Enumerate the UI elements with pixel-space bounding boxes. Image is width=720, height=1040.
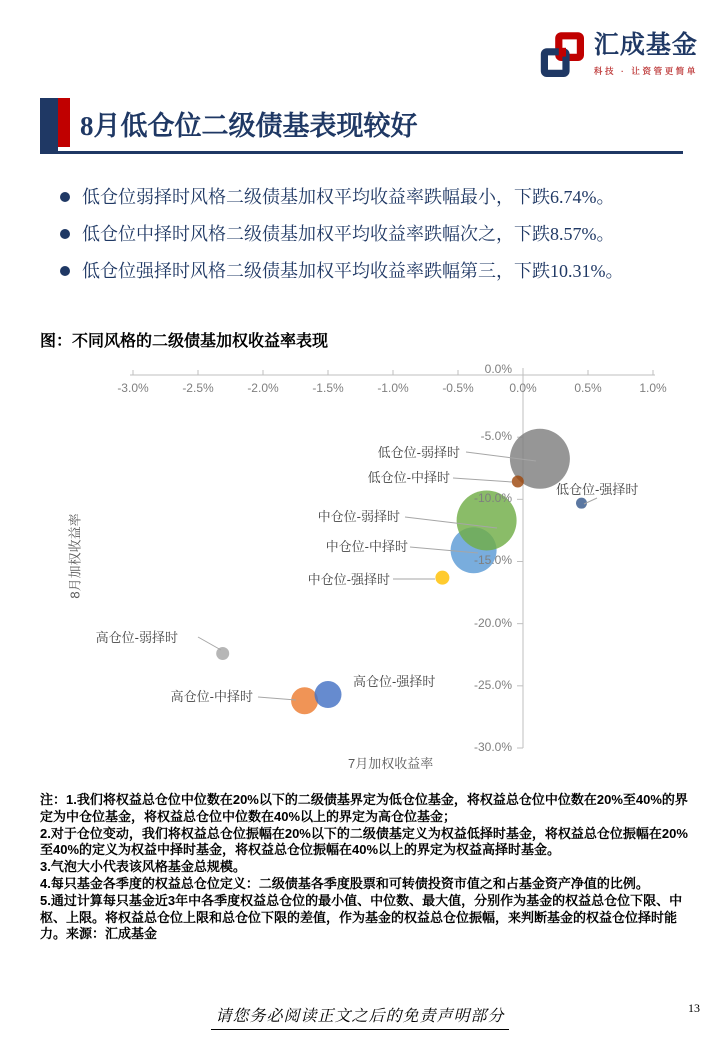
x-axis-tick-label: -1.5% (312, 381, 344, 395)
summary-bullets (58, 185, 678, 296)
title-navy-accent (40, 98, 58, 154)
x-axis-tick-label: -3.0% (117, 381, 149, 395)
bubble-label: 中仓位-中择时 (325, 539, 408, 554)
bullet-dot-icon (60, 229, 70, 239)
bullet-text: 低仓位强择时风格二级债基加权平均收益率跌幅第三，下跌10.31%。 (82, 261, 624, 281)
bullet-dot-icon (60, 266, 70, 276)
chart-bubble (291, 687, 318, 714)
page-number: 13 (688, 1001, 700, 1015)
footnote-line: 5.通过计算每只基金近3年中各季度权益总仓位的最小值、中位数、最大值，分别作为基金的权益总仓位下限、中枢、上限。将权益总仓位上限和总仓位下限的差值，作为基金的权益总仓位振幅，来判断基金的权益仓位择时能力。来源：汇成基金 (40, 892, 683, 942)
x-axis-tick-label: -2.0% (247, 381, 279, 395)
bubble-chart (0, 355, 720, 775)
footnote-line: 注：1.我们将权益总仓位中位数在20%以下的二级债基界定为低仓位基金，将权益总仓位中位数在20%至40%的界定为中仓位基金，将权益总仓位中位数在40%以上的界定为高仓位基金； (40, 792, 688, 824)
y-axis-tick-label: -30.0% (473, 739, 512, 754)
y-axis-tick-label: -25.0% (473, 677, 512, 692)
bubble-label: 中仓位-强择时 (307, 572, 390, 587)
title-underline-rule (58, 151, 683, 154)
bubble-label: 低仓位-中择时 (367, 470, 450, 485)
bullet-item (58, 185, 678, 209)
company-logo (538, 30, 698, 80)
x-axis-tick-label: -0.5% (442, 381, 474, 395)
bubble-label: 中仓位-弱择时 (317, 509, 400, 524)
y-axis-tick-label: 0.0% (484, 362, 512, 376)
logo-name: 汇成基金 (593, 31, 698, 59)
bubble-label: 低仓位-强择时 (556, 482, 639, 497)
bullet-text: 低仓位弱择时风格二级债基加权平均收益率跌幅最小，下跌6.74%。 (82, 187, 615, 207)
bubble-label: 高仓位-强择时 (353, 674, 436, 689)
footer-disclaimer (0, 1003, 720, 1030)
bullet-text: 低仓位中择时风格二级债基加权平均收益率跌幅次之，下跌8.57%。 (82, 224, 615, 244)
x-axis-tick-label: 1.0% (639, 381, 667, 395)
bullet-dot-icon (60, 192, 70, 202)
y-axis-tick-label: -5.0% (480, 429, 512, 444)
footnote-line: 3.气泡大小代表该风格基金总规模。 (40, 859, 246, 875)
logo-chain-icon (538, 30, 586, 80)
footnote-line: 4.每只基金各季度的权益总仓位定义：二级债基各季度股票和可转债投资市值之和占基金资产净值的比例。 (40, 875, 649, 891)
logo-text-block (594, 30, 698, 77)
bubble-label: 高仓位-中择时 (170, 689, 253, 704)
y-axis-tick-label: -15.0% (473, 553, 512, 568)
bubble-label: 低仓位-弱择时 (377, 445, 460, 460)
x-axis-tick-label: -1.0% (377, 381, 409, 395)
chart-caption: 图：不同风格的二级债基加权收益率表现 (40, 333, 329, 350)
y-axis-title: 8月加权收益率 (67, 513, 83, 599)
x-axis-tick-label: -2.5% (182, 381, 214, 395)
disclaimer-text: 请您务必阅读正文之后的免责声明部分 (211, 1003, 508, 1030)
chart-bubble (315, 681, 342, 708)
bullet-item (58, 259, 678, 283)
footnotes (40, 792, 692, 943)
page-title: 8月低仓位二级债基表现较好 (80, 111, 418, 141)
title-red-accent (58, 98, 70, 147)
logo-tagline: 科技 · 让资管更简单 (593, 66, 698, 76)
chart-canvas (0, 355, 720, 775)
bullet-item (58, 222, 678, 246)
chart-bubble (435, 571, 449, 585)
x-axis-tick-label: 0.0% (509, 381, 537, 395)
footnote-line: 2.对于仓位变动，我们将权益总仓位振幅在20%以下的二级债基定义为权益低择时基金，将权益总仓位振幅在20%至40%的定义为权益中择时基金，将权益总仓位振幅在40%以上的界定为权益高择时基金。 (40, 825, 688, 858)
chart-bubble (512, 476, 524, 488)
x-axis-tick-label: 0.5% (574, 381, 602, 395)
y-axis-tick-label: -20.0% (473, 615, 512, 630)
x-axis-title: 7月加权收益率 (348, 756, 434, 771)
y-axis-tick-label: -10.0% (473, 491, 512, 506)
bubble-label: 高仓位-弱择时 (95, 630, 178, 645)
